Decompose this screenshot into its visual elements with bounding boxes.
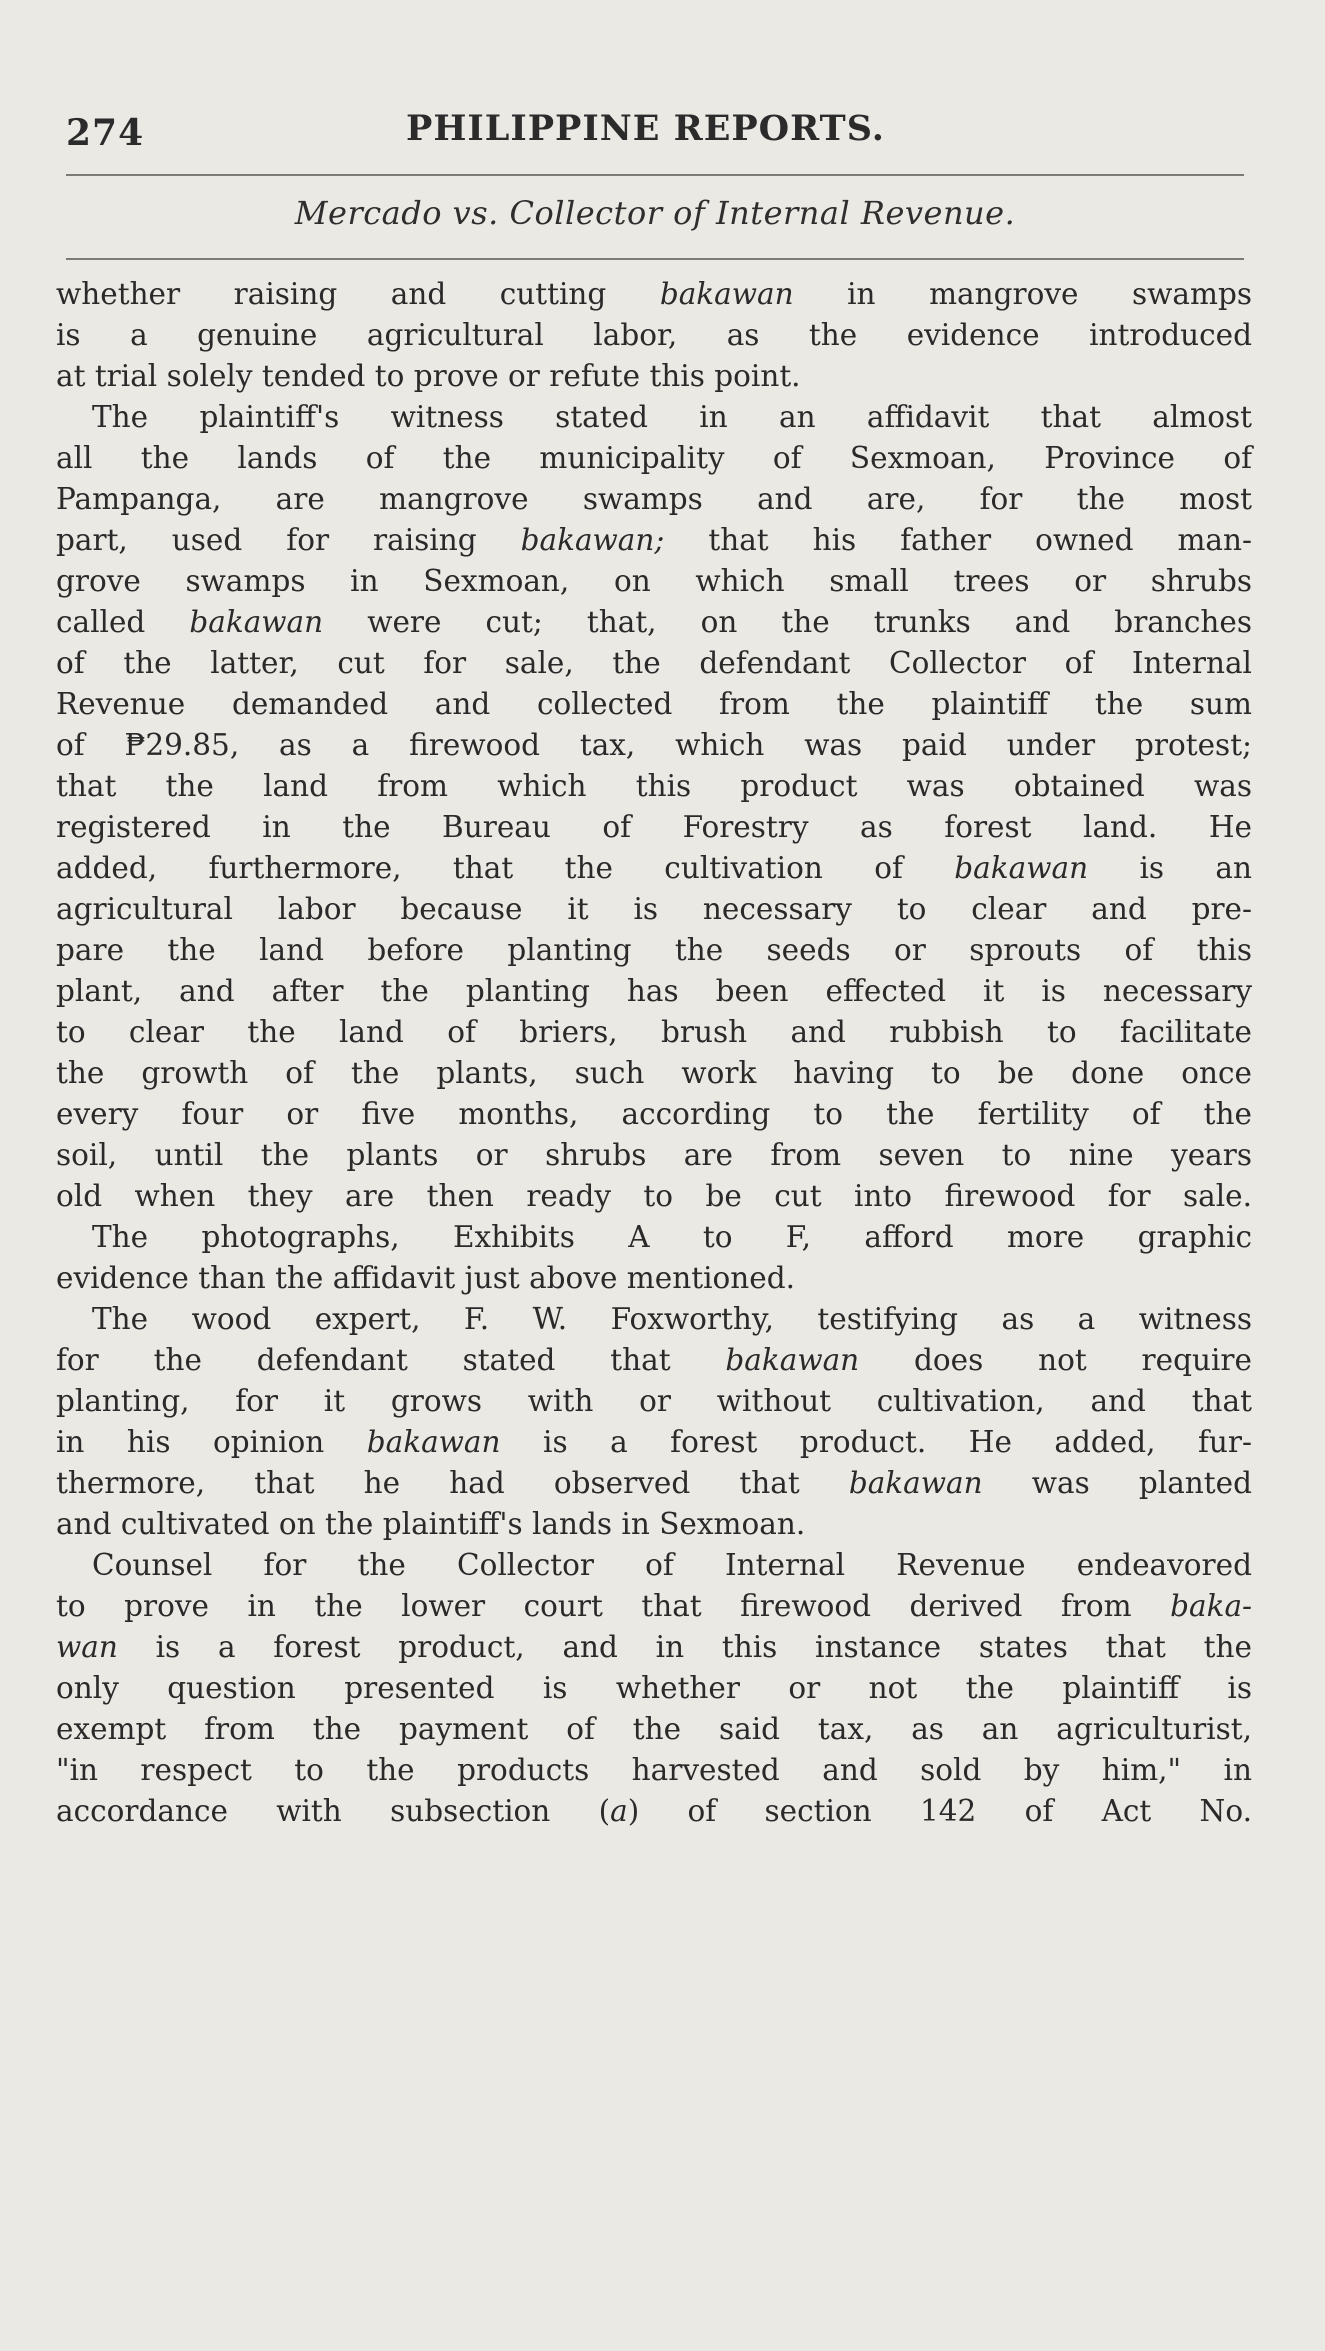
text-segment: registered in the Bureau of Forestry as forest land. He	[56, 810, 1252, 844]
text-segment: agricultural labor because it is necessary to clear and pre-	[56, 892, 1252, 926]
text-line	[56, 1422, 1252, 1463]
italic-term: bakawan	[954, 851, 1089, 885]
text-line	[56, 889, 1252, 930]
text-segment: plant, and after the planting has been effected it is necessary	[56, 974, 1252, 1008]
text-line	[56, 930, 1252, 971]
text-line	[56, 520, 1252, 561]
text-line	[56, 1545, 1252, 1586]
text-line	[56, 1135, 1252, 1176]
text-line	[56, 725, 1252, 766]
text-segment: of ₱29.85, as a firewood tax, which was paid under protest;	[56, 728, 1252, 762]
text-line	[56, 1463, 1252, 1504]
italic-term: bakawan	[189, 605, 324, 639]
italic-term: wan	[56, 1630, 118, 1664]
text-segment: that the land from which this product was obtained was	[56, 769, 1252, 803]
italic-term: bakawan	[848, 1466, 983, 1500]
text-segment: old when they are then ready to be cut into firewood for sale.	[56, 1179, 1252, 1213]
text-segment: called	[56, 605, 190, 639]
text-line	[56, 1217, 1252, 1258]
italic-term: bakawan	[725, 1343, 860, 1377]
text-line	[56, 766, 1252, 807]
text-line	[56, 438, 1252, 479]
text-segment: is an	[1088, 851, 1252, 885]
text-line	[56, 1791, 1252, 1832]
text-line	[56, 971, 1252, 1012]
italic-term: bakawan	[659, 277, 794, 311]
text-segment: at trial solely tended to prove or refute this point.	[56, 359, 801, 393]
text-segment: was planted	[982, 1466, 1252, 1500]
text-segment: part, used for raising	[56, 523, 521, 557]
text-line	[56, 684, 1252, 725]
page-number: 274	[66, 112, 145, 154]
text-segment: pare the land before planting the seeds or sprouts of this	[56, 933, 1252, 967]
text-line	[56, 1258, 1252, 1299]
italic-term: bakawan	[366, 1425, 501, 1459]
text-line	[56, 1750, 1252, 1791]
text-line	[56, 1340, 1252, 1381]
italic-term: a	[610, 1794, 628, 1828]
text-segment: for the defendant stated that	[56, 1343, 726, 1377]
header-rule	[66, 174, 1244, 176]
text-segment: Pampanga, are mangrove swamps and are, for the most	[56, 482, 1252, 516]
text-line	[56, 1176, 1252, 1217]
text-segment: Counsel for the Collector of Internal Revenue endeavored	[92, 1548, 1252, 1582]
text-segment: whether raising and cutting	[56, 277, 660, 311]
text-line	[56, 315, 1252, 356]
text-segment: to prove in the lower court that firewood derived from	[56, 1589, 1171, 1623]
text-line	[56, 643, 1252, 684]
text-segment: is a forest product. He added, fur-	[500, 1425, 1252, 1459]
text-segment: is a forest product, and in this instance states that the	[117, 1630, 1252, 1664]
text-segment: in his opinion	[56, 1425, 367, 1459]
case-title-rule	[66, 258, 1244, 260]
text-line	[56, 1709, 1252, 1750]
case-title: Mercado vs. Collector of Internal Revenue.	[294, 194, 1016, 232]
text-line	[56, 397, 1252, 438]
italic-term: baka-	[1170, 1589, 1252, 1623]
text-line	[56, 1053, 1252, 1094]
body-text	[56, 274, 1252, 1832]
text-segment: soil, until the plants or shrubs are from seven to nine years	[56, 1138, 1252, 1172]
text-line	[56, 1299, 1252, 1340]
text-line	[56, 561, 1252, 602]
text-segment: evidence than the affidavit just above mentioned.	[56, 1261, 795, 1295]
text-segment: planting, for it grows with or without cultivation, and that	[56, 1384, 1252, 1418]
text-segment: ) of section 142 of Act No.	[627, 1794, 1252, 1828]
text-segment: Revenue demanded and collected from the plaintiff the sum	[56, 687, 1252, 721]
text-segment: "in respect to the products harvested and sold by him," in	[56, 1753, 1252, 1787]
text-segment: accordance with subsection (	[56, 1794, 611, 1828]
text-line	[56, 1094, 1252, 1135]
text-line	[56, 1381, 1252, 1422]
text-line	[56, 1012, 1252, 1053]
text-segment: The photographs, Exhibits A to F, afford more graphic	[92, 1220, 1252, 1254]
text-segment: thermore, that he had observed that	[56, 1466, 849, 1500]
italic-term: bakawan;	[520, 523, 665, 557]
text-segment: and cultivated on the plaintiff's lands in Sexmoan.	[56, 1507, 806, 1541]
text-segment: The plaintiff's witness stated in an affidavit that almost	[92, 400, 1252, 434]
text-segment: were cut; that, on the trunks and branches	[323, 605, 1252, 639]
text-line	[56, 1504, 1252, 1545]
text-segment: that his father owned man-	[664, 523, 1252, 557]
text-segment: the growth of the plants, such work having to be done once	[56, 1056, 1252, 1090]
text-segment: of the latter, cut for sale, the defendant Collector of Internal	[56, 646, 1252, 680]
text-segment: all the lands of the municipality of Sexmoan, Province of	[56, 441, 1252, 475]
running-head: PHILIPPINE REPORTS.	[406, 108, 885, 149]
text-segment: does not require	[859, 1343, 1252, 1377]
text-line	[56, 479, 1252, 520]
text-line	[56, 1668, 1252, 1709]
page-header	[66, 108, 1244, 168]
text-line	[56, 1586, 1252, 1627]
text-segment: every four or five months, according to the fertility of the	[56, 1097, 1252, 1131]
text-line	[56, 848, 1252, 889]
text-segment: The wood expert, F. W. Foxworthy, testifying as a witness	[92, 1302, 1252, 1336]
text-line	[56, 356, 1252, 397]
text-segment: added, furthermore, that the cultivation of	[56, 851, 955, 885]
text-line	[56, 1627, 1252, 1668]
text-segment: exempt from the payment of the said tax, as an agriculturist,	[56, 1712, 1252, 1746]
text-segment: in mangrove swamps	[793, 277, 1252, 311]
text-segment: is a genuine agricultural labor, as the evidence introduced	[56, 318, 1252, 352]
text-line	[56, 602, 1252, 643]
text-line	[56, 807, 1252, 848]
text-segment: to clear the land of briers, brush and rubbish to facilitate	[56, 1015, 1252, 1049]
text-segment: grove swamps in Sexmoan, on which small trees or shrubs	[56, 564, 1252, 598]
text-segment: only question presented is whether or not the plaintiff is	[56, 1671, 1252, 1705]
text-line	[56, 274, 1252, 315]
